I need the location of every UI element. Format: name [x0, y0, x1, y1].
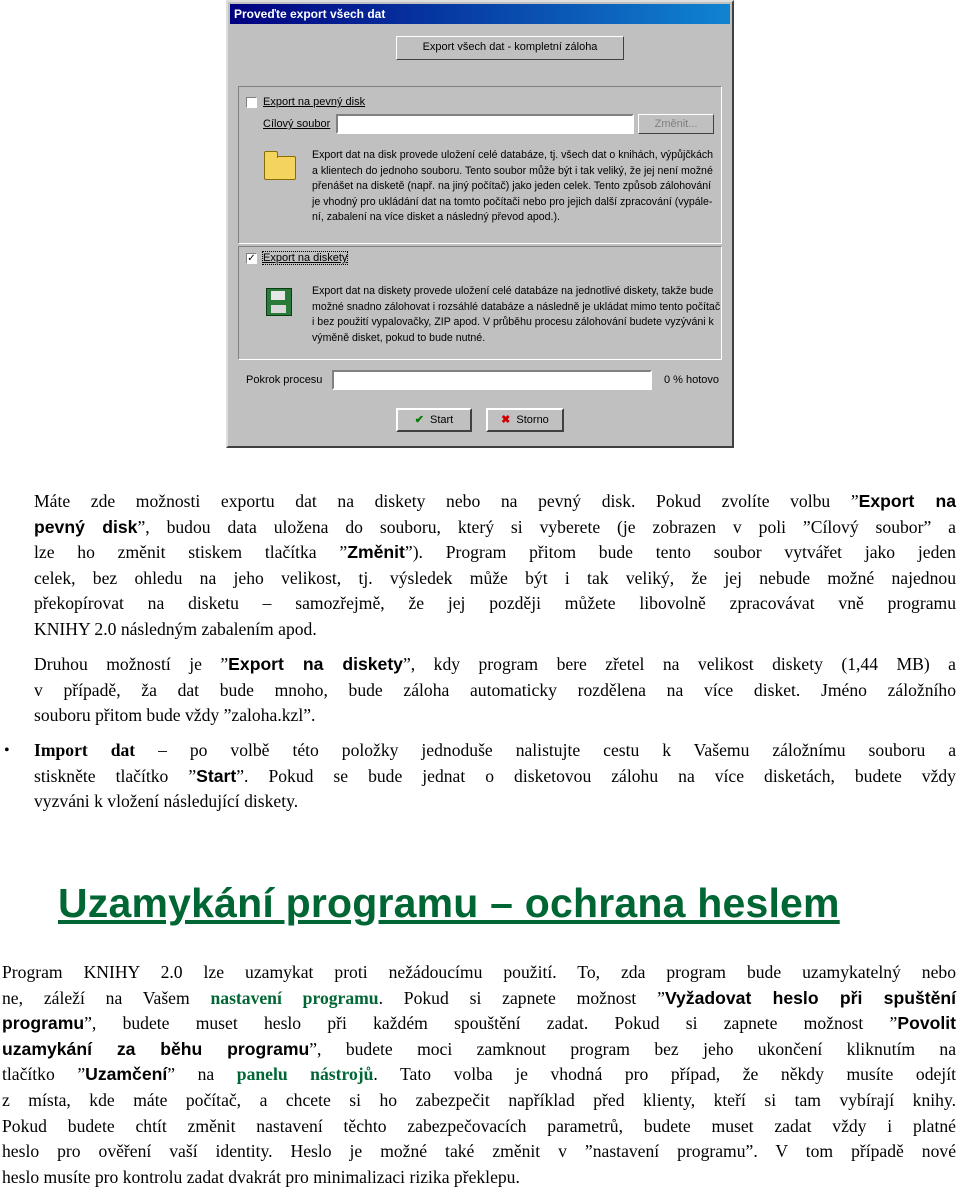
- dialog-title: Proveďte export všech dat: [230, 4, 730, 24]
- backup-type-label: Export všech dat - kompletní záloha: [422, 41, 598, 53]
- cross-icon: ✖: [501, 414, 511, 426]
- disk-description: Export dat na disk provede uložení celé databáze, tj. všech dat o knihách, výpůjčkách a klientech do jednoho souboru. Tento soubor může být i tak veliký, že jej není možné přenášet na disketě (např. na jiný počítač) jako jeden celek. Tento způsob zálohování je vhodný pro ukládání dat na tomto počítači nebo pro jejich další zpracování (vypále- ní, zabalení na více disket a následný převod apod.).: [312, 149, 714, 224]
- checkmark-icon: ✔: [414, 414, 424, 426]
- start-button[interactable]: [396, 408, 472, 432]
- target-file-label: Cílový soubor: [263, 118, 331, 130]
- backup-type-panel: [396, 36, 624, 60]
- floppy-export-label[interactable]: Export na diskety: [263, 252, 348, 264]
- paragraph-locking: Program KNIHY 2.0 lze uzamykat proti nežádoucímu použití. To, zda program bude uzamykatelný nebo ne, záleží na Vašem nastavení programu. Pokud si zapnete možnost ”Vyžadovat heslo při spuštění programu”, budete muset heslo při každém spouštění zadat. Pokud si zapnete možnost ”Povolit uzamykání za běhu programu”, budete moci zamknout program bez jeho ukončení kliknutím na tlačítko ”Uzamčení” na panelu nástrojů. Tato volba je vhodná pro případ, že někdy musíte odejít z místa, kde máte počítač, a chcete si ho zabezpečit například před klienty, kteří si tam vybírají knihy. Pokud budete chtít změnit nastavení těchto zabezpečovacích parametrů, budete muset zadat vždy i platné heslo pro ověření vaší identity. Heslo je možné také změnit v ”nastavení programu”. V tom případě nové heslo musíte pro kontrolu zadat dvakrát pro minimalizaci rizika překlepu.: [2, 962, 957, 1187]
- progress-text: 0 % hotovo: [664, 374, 720, 386]
- section-heading: Uzamykání programu – ochrana heslem: [58, 880, 840, 926]
- change-button[interactable]: Změnit...: [638, 114, 714, 134]
- paragraph-import: Import dat – po volbě této položky jednoduše nalistujte cestu k Vašemu záložnímu souboru a stiskněte tlačítko ”Start”. Pokud se bude jednat o disketovou zálohu na více disketách, budete vždy vyzváni k vložení následující diskety.: [34, 740, 957, 812]
- start-label: Start: [429, 414, 454, 426]
- target-file-field[interactable]: [336, 114, 634, 134]
- progress-label: Pokrok procesu: [246, 374, 323, 386]
- bullet-marker: •: [4, 742, 10, 759]
- paragraph-floppy-export: Druhou možností je ”Export na diskety”, kdy program bere zřetel na velikost diskety (1,44 MB) a v případě, ža dat bude mnoho, bude záloha automaticky rozdělena na více disket. Jméno záložního souboru přitom bude vždy ”zaloha.kzl”.: [34, 654, 956, 726]
- floppy-export-checkbox[interactable]: ✓: [247, 253, 256, 264]
- floppy-description: Export dat na diskety provede uložení celé databáze na jednotlivé diskety, takže bude možné snadno zálohovat i rozsáhlé databáze a následně je ukládat mimo tento počítač i bez použití vypalovačky, ZIP apod. V průběhu procesu zálohování budete vyzýváni k výměně disket, pokud to bude nutné.: [312, 285, 721, 344]
- settings-link[interactable]: nastavení programu: [210, 987, 379, 1008]
- progress-bar: [332, 370, 652, 390]
- disk-export-checkbox[interactable]: [246, 97, 257, 108]
- toolbar-link[interactable]: panelu nástrojů: [236, 1064, 374, 1085]
- cancel-label: Storno: [516, 414, 549, 426]
- disk-export-label[interactable]: Export na pevný disk: [263, 96, 366, 108]
- cancel-button[interactable]: [486, 408, 564, 432]
- paragraph-export-options: Máte zde možnosti exportu dat na diskety nebo na pevný disk. Pokud zvolíte volbu ”Export na pevný disk”, budou data uložena do souboru, který si vyberete (je zobrazen v poli ”Cílový soubor” a lze ho změnit stiskem tlačítka ”Změnit”). Program přitom bude tento soubor vytvářet jako jeden celek, bez ohledu na jeho velikost, tj. výsledek může být i tak veliký, že jej nebude možné najednou překopírovat na disketu – samozřejmě, že jej později můžete libovolně zpracovávat vně programu KNIHY 2.0 následným zabalením apod.: [34, 491, 956, 639]
- floppy-disk-icon: [266, 288, 292, 316]
- folder-icon: [264, 156, 296, 180]
- export-dialog: [226, 0, 734, 448]
